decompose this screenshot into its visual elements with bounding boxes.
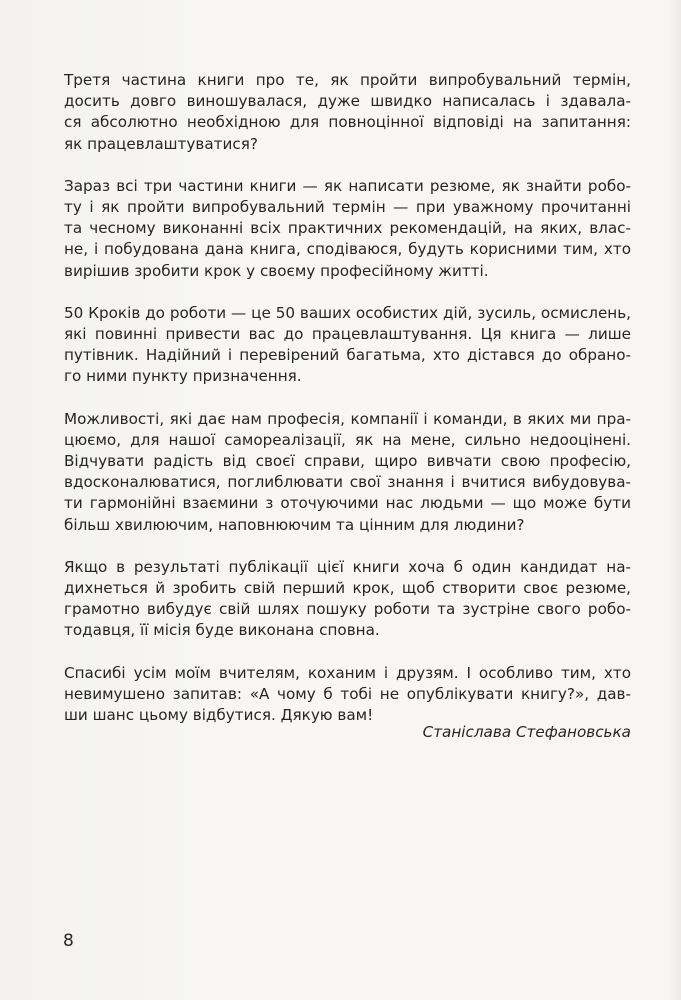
- text-line: путівник. Надійний і перевірений багатьма, хто дістався до обрано-: [64, 346, 631, 365]
- paragraph-3: [64, 303, 631, 388]
- text-line: дихнеться й зробить свій перший крок, щоб створити своє резюме,: [64, 579, 631, 598]
- text-line: ту і як пройти випробувальний термін — при уважному прочитанні: [64, 198, 631, 217]
- text-line: та чесному виконанні всіх практичних рекомендацій, на яких, влас-: [64, 219, 631, 238]
- text-line: тодавця, її місія буде виконана сповна.: [64, 621, 380, 640]
- text-line: 50 Кроків до роботи — це 50 ваших особистих дій, зусиль, осмислень,: [64, 303, 631, 322]
- page-edge-shadow: [667, 0, 681, 1000]
- text-line: вдосконалюватися, поглиблювати свої знання і вчитися вибудовува-: [64, 473, 631, 492]
- text-line: Спасибі усім моїм вчителям, коханим і друзям. І особливо тим, хто: [64, 663, 631, 682]
- text-line: ши шанс цьому відбутися. Дякую вам!: [64, 706, 374, 725]
- body-text: [64, 70, 631, 747]
- text-line: Відчувати радість від своєї справи, щиро вивчати свою професію,: [64, 452, 631, 471]
- text-line: як працевлаштуватися?: [64, 134, 258, 153]
- paragraph-1: [64, 70, 631, 155]
- text-line: більш хвилюючим, наповнюючим та цінним для людини?: [64, 515, 525, 534]
- text-line: цюємо, для нашої самореалізації, як на мене, сильно недооцінені.: [64, 430, 631, 449]
- author-signature: Станіслава Стефановська: [422, 723, 631, 741]
- paragraph-4: [64, 409, 631, 536]
- text-line: ся абсолютно необхідною для повноцінної відповіді на запитання:: [64, 113, 631, 132]
- page-number: 8: [63, 931, 74, 951]
- text-line: не, і побудована дана книга, сподіваюся, будуть корисними тим, хто: [64, 240, 631, 259]
- text-line: Третя частина книги про те, як пройти випробувальний термін,: [64, 71, 631, 89]
- paragraph-6: [64, 663, 631, 727]
- text-line: вирішив зробити крок у своєму професійному житті.: [64, 261, 489, 280]
- text-line: які повинні привести вас до працевлаштування. Ця книга — лише: [64, 325, 631, 344]
- text-line: Можливості, які дає нам професія, компанії і команди, в яких ми пра-: [64, 409, 631, 428]
- text-line: го ними пункту призначення.: [64, 367, 302, 386]
- text-line: ти гармонійні взаємини з оточуючими нас людьми — що може бути: [64, 494, 631, 513]
- text-line: Зараз всі три частини книги — як написати резюме, як знайти робо-: [64, 176, 631, 195]
- text-line: досить довго виношувалася, дуже швидко написалась і здавала-: [64, 92, 631, 111]
- text-line: грамотно вибудує свій шлях пошуку роботи та зустріне свого робо-: [64, 600, 631, 619]
- text-line: невимушено запитав: «А чому б тобі не опублікувати книгу?», дав-: [64, 684, 631, 703]
- text-line: Якщо в результаті публікації цієї книги хоча б один кандидат на-: [64, 557, 631, 576]
- paragraph-2: [64, 176, 631, 282]
- paragraph-5: [64, 557, 631, 642]
